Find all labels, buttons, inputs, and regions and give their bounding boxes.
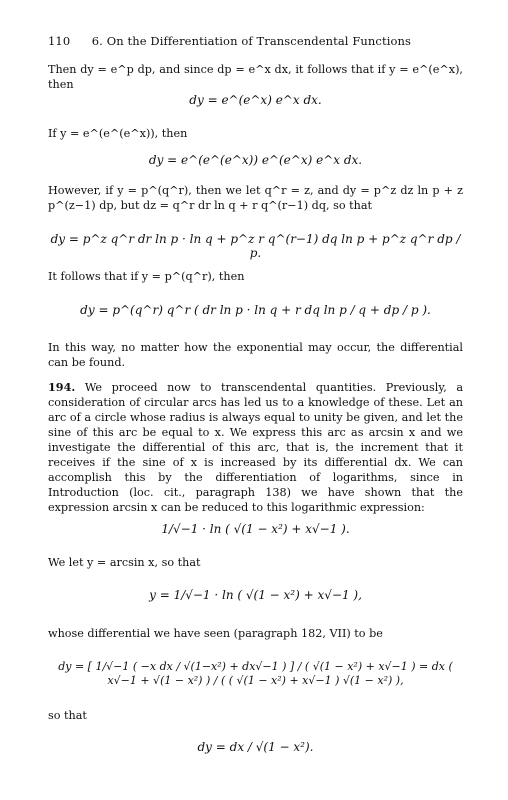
- equation-8: dy = dx / √(1 − x²).: [197, 740, 314, 754]
- paragraph-1: Then dy = e^p dp, and since dp = e^x dx, it follows that if y = e^(e^x), then: [48, 63, 463, 91]
- paragraph-6: [48, 380, 463, 515]
- paragraph-3: However, if y = p^(q^r), then we let q^r = z, and dy = p^z dz ln p + z p^(z−1) dp, but dz = q^r dr ln q + r q^(r−1) dq, so that: [48, 184, 463, 212]
- paragraph-7: We let y = arcsin x, so that: [48, 556, 201, 569]
- page-number: 110: [48, 34, 71, 48]
- equation-5: 1/√−1 · ln ( √(1 − x²) + x√−1 ).: [161, 522, 350, 536]
- paragraph-2: If y = e^(e^(e^x)), then: [48, 127, 188, 140]
- paragraph-5: In this way, no matter how the exponential may occur, the differential can be found.: [48, 341, 463, 369]
- paragraph-6-body: We proceed now to transcendental quantities. Previously, a consideration of circular arcs has led us to a knowledge of these. Let an arc of a circle whose radius is always equal to unity be given, and let the sine of this arc be equal to x. We express this arc as arcsin x and we investigate the differential of this arc, that is, the increment that it receives if the sine of x is increased by its differential dx. We can accomplish this by the differentiation of logarithms, since in Introduction (loc. cit., paragraph 138) we have shown that the expression arcsin x can be reduced to this logarithmic expression:: [48, 381, 463, 514]
- paragraph-8: whose differential we have seen (paragraph 182, VII) to be: [48, 627, 383, 640]
- equation-3: dy = p^z q^r dr ln p · ln q + p^z r q^(r−1) dq ln p + p^z q^r dp / p.: [50, 232, 461, 260]
- equation-6: y = 1/√−1 · ln ( √(1 − x²) + x√−1 ),: [149, 588, 362, 602]
- equation-2: dy = e^(e^(e^x)) e^(e^x) e^x dx.: [148, 153, 363, 167]
- equation-1: dy = e^(e^x) e^x dx.: [189, 93, 322, 107]
- equation-4: dy = p^(q^r) q^r ( dr ln p · ln q + r dq ln p / q + dp / p ).: [80, 303, 431, 317]
- running-title: 6. On the Differentiation of Transcendental Functions: [91, 34, 412, 48]
- paragraph-4: It follows that if y = p^(q^r), then: [48, 270, 245, 283]
- equation-7: dy = [ 1/√−1 ( −x dx / √(1−x²) + dx√−1 ) ] / ( √(1 − x²) + x√−1 ) = dx ( x√−1 + √(1 − x²) ) / ( ( √(1 − x²) + x√−1 ) √(1 − x²) ),: [58, 660, 453, 687]
- paragraph-9: so that: [48, 709, 87, 722]
- running-header: [48, 34, 463, 48]
- paragraph-number: 194.: [48, 380, 76, 394]
